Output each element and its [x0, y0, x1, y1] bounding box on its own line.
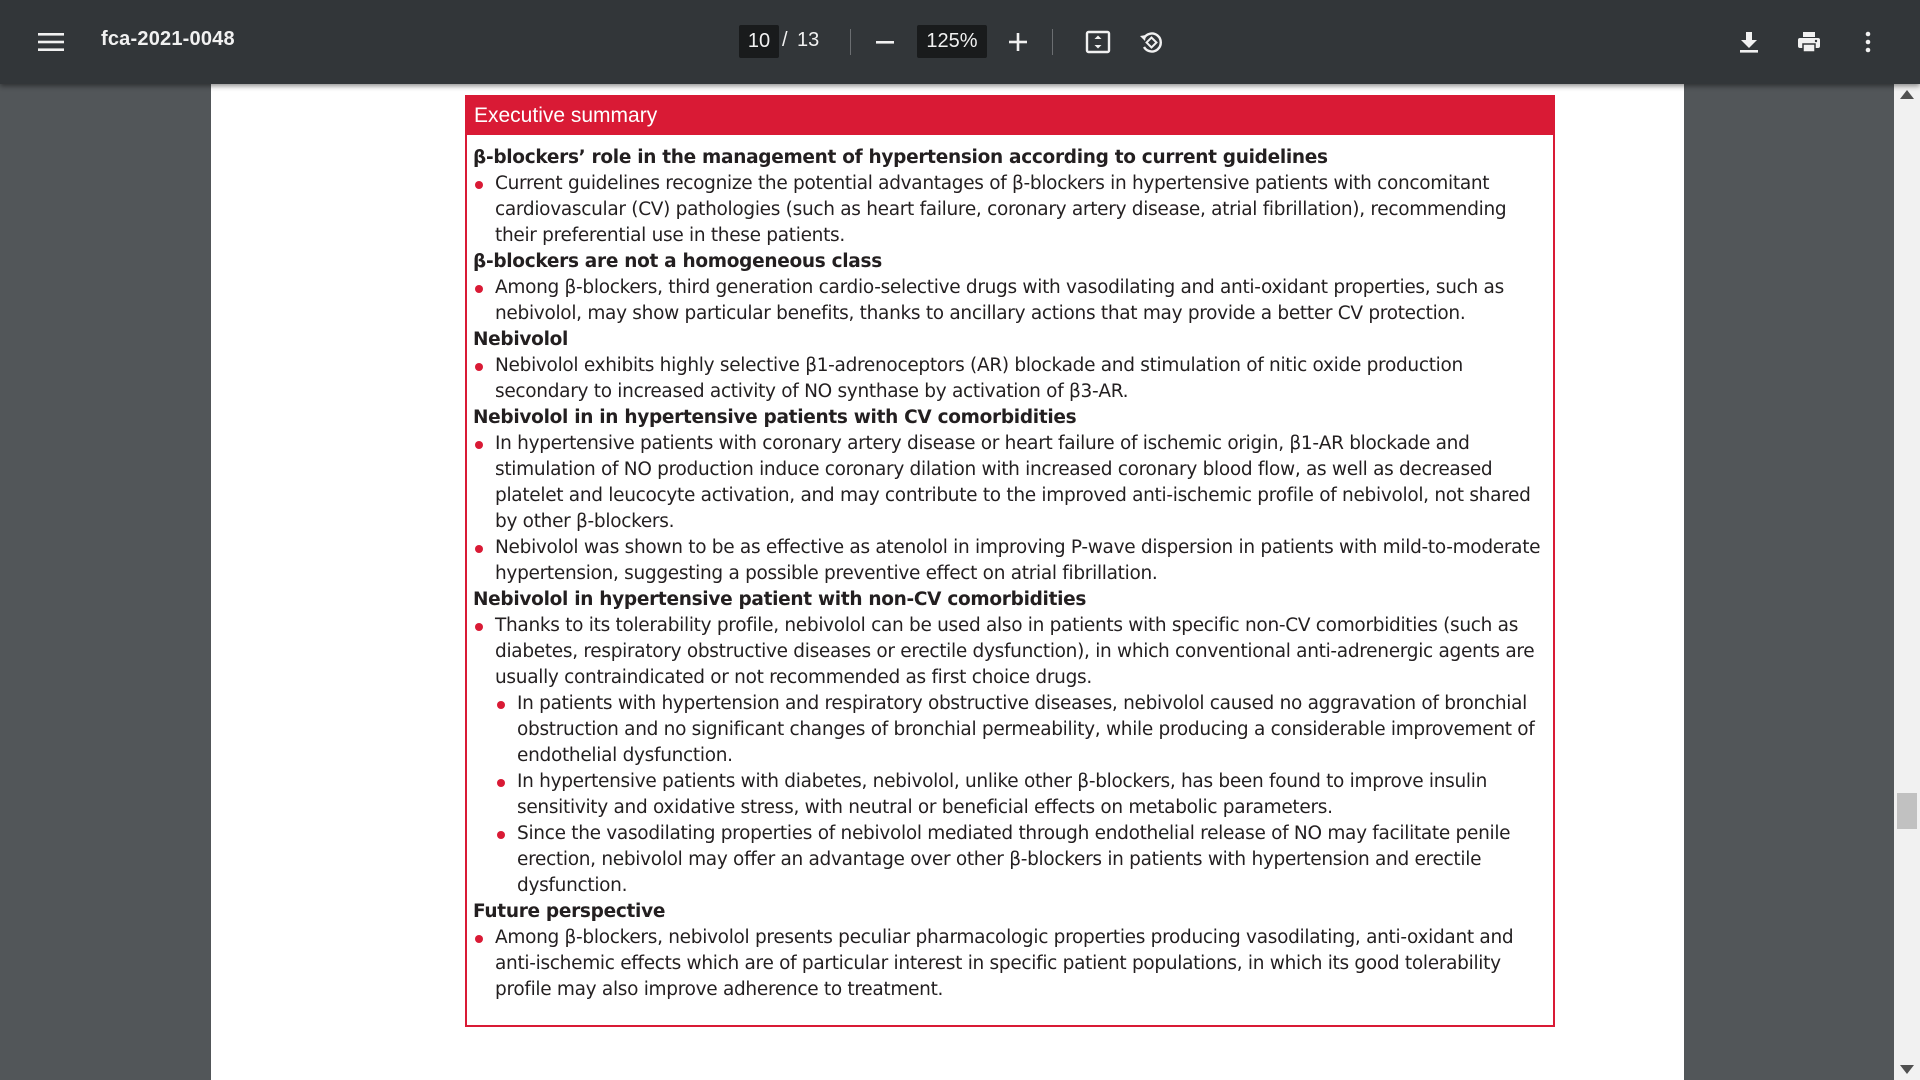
executive-summary-header: Executive summary	[467, 97, 1553, 135]
toolbar-divider	[850, 29, 851, 55]
fit-to-page-button[interactable]	[1078, 22, 1118, 62]
plus-icon	[1005, 29, 1031, 55]
minus-icon	[872, 29, 898, 55]
bullet-text: Thanks to its tolerability profile, nebivolol can be used also in patients with specific non-CV comorbidities (such as diabetes, respiratory obstructive diseases or erectile dysfunction), in which conventional anti-adrenergic agents are usually contraindicated or not recommended as first choice drugs.	[495, 615, 1535, 688]
page-separator: /	[782, 29, 788, 51]
scroll-down-arrow-icon[interactable]	[1900, 1065, 1914, 1074]
bullet-text: In hypertensive patients with coronary artery disease or heart failure of ischemic origin, β1-AR blockade and stimulation of NO production induce coronary dilation with increased coronary blood flow, as well as decreased platelet and leucocyte activation, and may contribute to the improved anti-ischemic profile of nebivolol, not shared by other β-blockers.	[495, 433, 1531, 532]
vertical-scrollbar[interactable]	[1894, 84, 1920, 1080]
scroll-up-arrow-icon[interactable]	[1900, 90, 1914, 99]
bullet-text: Nebivolol was shown to be as effective as atenolol in improving P-wave dispersion in patients with mild-to-moderate hypertension, suggesting a possible preventive effect on atrial fibrillation.	[495, 537, 1541, 584]
bullet-dot-icon	[475, 285, 483, 293]
bullet-dot-icon	[475, 181, 483, 189]
bullet-text: In hypertensive patients with diabetes, nebivolol, unlike other β-blockers, has been found to improve insulin sensitivity and oxidative stress, with neutral or beneficial effects on metabolic parameters.	[517, 771, 1488, 818]
bullet-item	[473, 171, 1553, 249]
bullet-item	[473, 275, 1553, 327]
section-title: β-blockers’ role in the management of hypertension according to current guidelines	[473, 147, 1328, 168]
print-icon	[1796, 29, 1822, 55]
bullet-dot-icon	[497, 779, 505, 787]
bullet-text: Among β-blockers, third generation cardio-selective drugs with vasodilating and anti-oxidant properties, such as nebivolol, may show particular benefits, thanks to ancillary actions that may provide a better CV protection.	[495, 277, 1504, 324]
download-icon	[1736, 29, 1762, 55]
bullet-text: Nebivolol exhibits highly selective β1-adrenoceptors (AR) blockade and stimulation of nitic oxide production secondary to increased activity of NO synthase by activation of β3-AR.	[495, 355, 1463, 402]
section-title: Nebivolol	[473, 329, 569, 350]
bullet-item	[473, 353, 1553, 405]
section-title: Nebivolol in in hypertensive patients with CV comorbidities	[473, 407, 1077, 428]
bullet-text: In patients with hypertension and respiratory obstructive diseases, nebivolol caused no aggravation of bronchial obstruction and no significant changes of bronchial permeability, while producing a considerable improvement of endothelial dysfunction.	[517, 693, 1535, 766]
bullet-text: Since the vasodilating properties of nebivolol mediated through endothelial release of NO may facilitate penile erection, nebivolol may offer an advantage over other β-blockers in patients with hypertension and erectile dysfunction.	[517, 823, 1511, 896]
bullet-text: Among β-blockers, nebivolol presents peculiar pharmacologic properties producing vasodilating, anti-oxidant and anti-ischemic effects which are of particular interest in specific patient populations, in which its good tolerability profile may also improve adherence to treatment.	[495, 927, 1514, 1000]
page-total: 13	[797, 29, 820, 51]
bullet-dot-icon	[475, 441, 483, 449]
more-vert-icon	[1855, 29, 1881, 55]
bullet-item	[473, 613, 1553, 691]
bullet-dot-icon	[475, 363, 483, 371]
more-options-button[interactable]	[1848, 22, 1888, 62]
bullet-dot-icon	[497, 701, 505, 709]
section-title: Future perspective	[473, 901, 666, 922]
bullet-text: Current guidelines recognize the potential advantages of β-blockers in hypertensive patients with concomitant cardiovascular (CV) pathologies (such as heart failure, coronary artery disease, atrial fibrillation), recommending their preferential use in these patients.	[495, 173, 1507, 246]
toolbar-divider	[1052, 29, 1053, 55]
menu-icon	[38, 31, 64, 53]
sub-bullet-item	[473, 821, 1553, 899]
bullet-dot-icon	[475, 545, 483, 553]
sub-bullet-item	[473, 691, 1553, 769]
sub-bullet-item	[473, 769, 1553, 821]
rotate-icon	[1138, 29, 1164, 55]
fit-to-page-icon	[1085, 29, 1111, 55]
scrollbar-thumb[interactable]	[1897, 793, 1917, 829]
bullet-dot-icon	[475, 935, 483, 943]
section-title: Nebivolol in hypertensive patient with non-CV comorbidities	[473, 589, 1087, 610]
zoom-level-input[interactable]: 125%	[917, 25, 987, 58]
section-title: β-blockers are not a homogeneous class	[473, 251, 882, 272]
document-title: fca-2021-0048	[101, 28, 235, 50]
bullet-dot-icon	[497, 831, 505, 839]
zoom-out-button[interactable]	[865, 22, 905, 62]
bullet-item	[473, 535, 1553, 587]
executive-summary-body	[467, 135, 1553, 1003]
zoom-in-button[interactable]	[998, 22, 1038, 62]
pdf-toolbar	[0, 0, 1920, 84]
bullet-dot-icon	[475, 623, 483, 631]
print-button[interactable]	[1789, 22, 1829, 62]
bullet-item	[473, 431, 1553, 535]
bullet-item	[473, 925, 1553, 1003]
rotate-button[interactable]	[1131, 22, 1171, 62]
menu-button[interactable]	[30, 22, 72, 62]
download-button[interactable]	[1729, 22, 1769, 62]
executive-summary-box	[465, 95, 1555, 1027]
page-number-input[interactable]: 10	[739, 25, 779, 58]
